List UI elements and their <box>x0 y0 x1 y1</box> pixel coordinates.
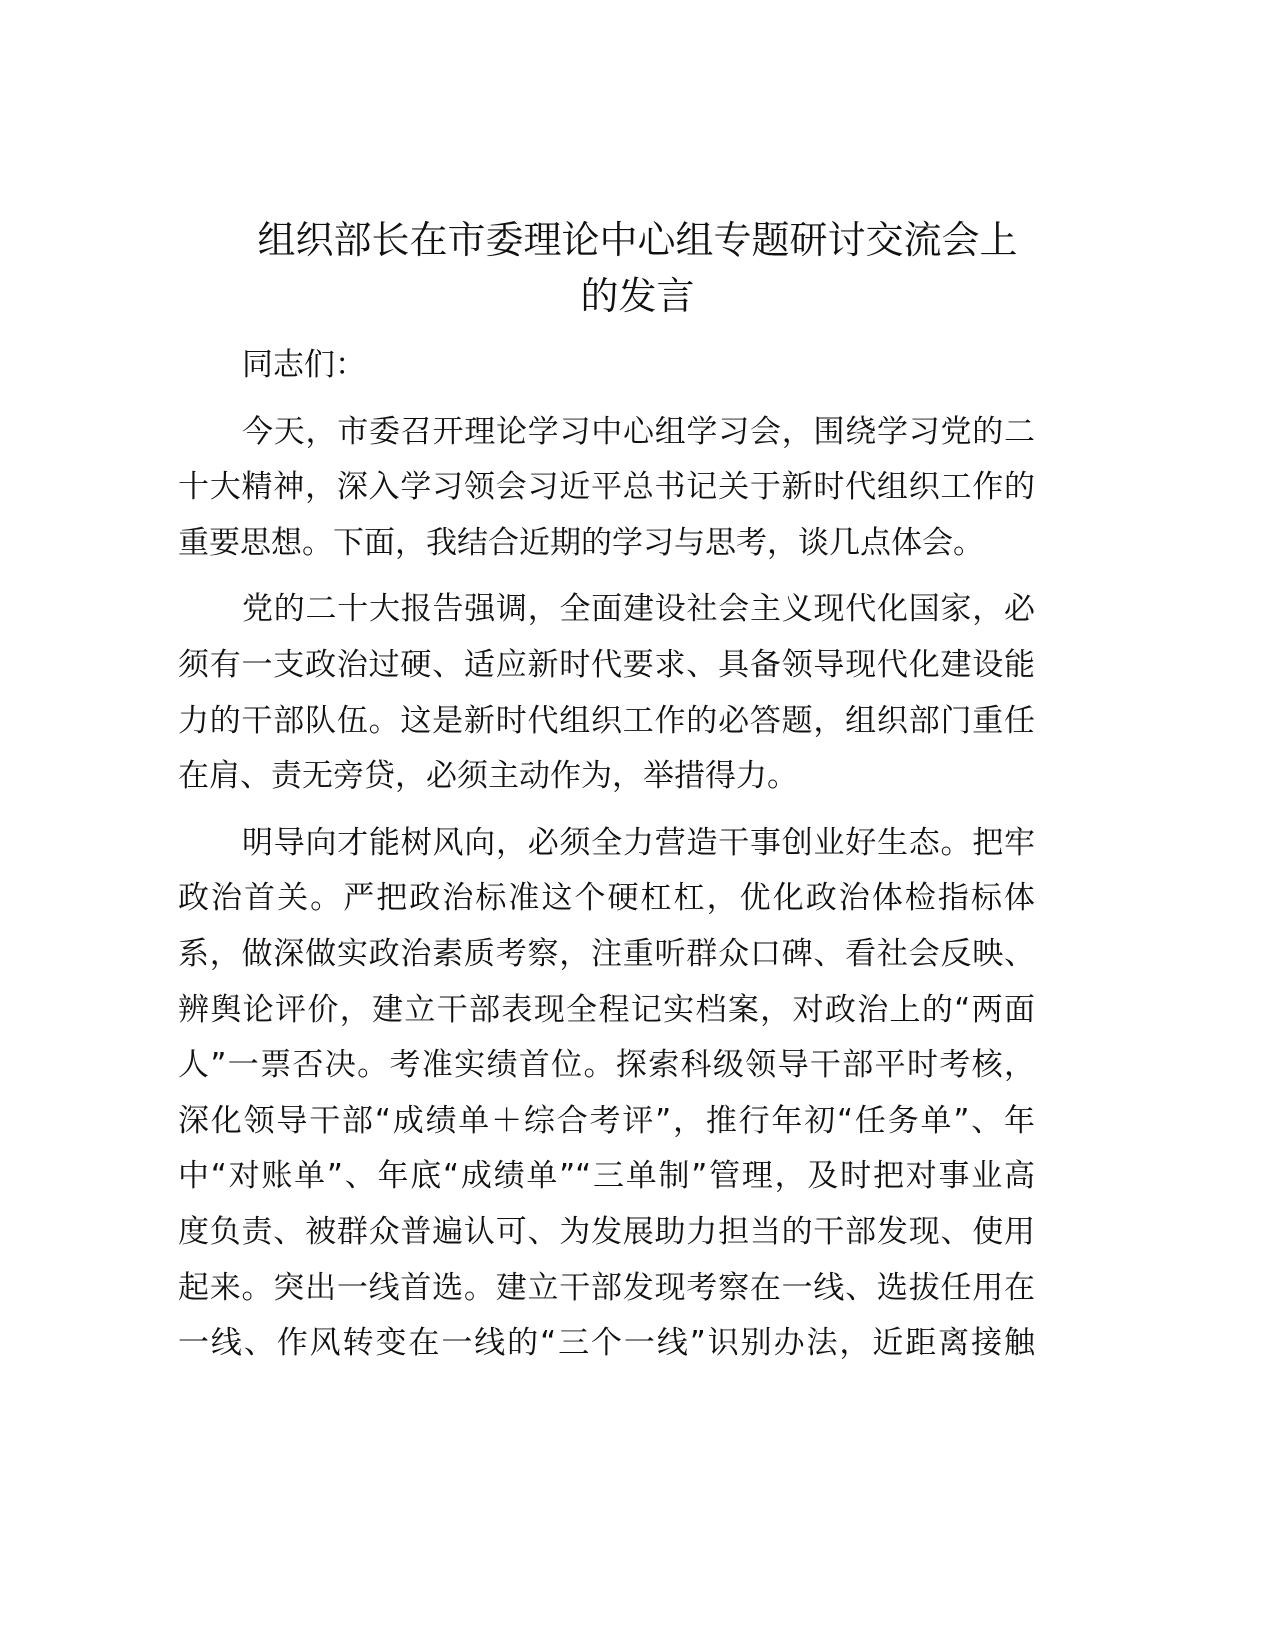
document-body <box>178 338 1035 1383</box>
paragraph-line: 今天，市委召开理论学习中心组学习会，围绕学习党的二 <box>242 413 1035 450</box>
paragraph-line: 力的干部队伍。这是新时代组织工作的必答题，组织部门重任 <box>178 702 1035 739</box>
paragraph-line: 明导向才能树风向，必须全力营造干事创业好生态。把牢 <box>242 824 1035 861</box>
paragraph-line: 深化领导干部“成绩单＋综合考评”，推行年初“任务单”、年 <box>178 1102 1035 1139</box>
paragraph-line: 辨舆论评价，建立干部表现全程记实档案，对政治上的“两面 <box>178 991 1035 1028</box>
paragraph-line: 在肩、责无旁贷，必须主动作为，举措得力。 <box>178 758 798 795</box>
body-paragraph <box>178 582 1035 804</box>
salutation: 同志们： <box>242 347 366 383</box>
paragraph-line: 度负责、被群众普遍认可、为发展助力担当的干部发现、使用 <box>178 1213 1035 1250</box>
paragraph-line: 中“对账单”、年底“成绩单”“三单制”管理，及时把对事业高 <box>178 1158 1035 1195</box>
paragraph-line: 起来。突出一线首选。建立干部发现考察在一线、选拔任用在 <box>178 1269 1035 1306</box>
body-paragraph <box>178 816 1035 1372</box>
paragraph-line: 政治首关。严把政治标准这个硬杠杠，优化政治体检指标体 <box>178 880 1035 917</box>
paragraph-line: 人”一票否决。考准实绩首位。探索科级领导干部平时考核， <box>178 1047 1035 1084</box>
paragraph-line: 须有一支政治过硬、适应新时代要求、具备领导现代化建设能 <box>178 646 1035 683</box>
paragraph-line: 党的二十大报告强调，全面建设社会主义现代化国家，必 <box>242 591 1035 628</box>
paragraph-line: 系，做深做实政治素质考察，注重听群众口碑、看社会反映、 <box>178 935 1035 972</box>
document-title <box>150 212 1125 324</box>
paragraph-line: 十大精神，深入学习领会习近平总书记关于新时代组织工作的 <box>178 469 1035 506</box>
title-line: 的发言 <box>580 274 695 318</box>
paragraph-line: 重要思想。下面，我结合近期的学习与思考，谈几点体会。 <box>178 524 984 561</box>
salutation-paragraph <box>178 338 1035 394</box>
paragraph-line: 一线、作风转变在一线的“三个一线”识别办法，近距离接触 <box>178 1325 1035 1362</box>
body-paragraph <box>178 405 1035 572</box>
title-line: 组织部长在市委理论中心组专题研讨交流会上 <box>257 218 1018 262</box>
